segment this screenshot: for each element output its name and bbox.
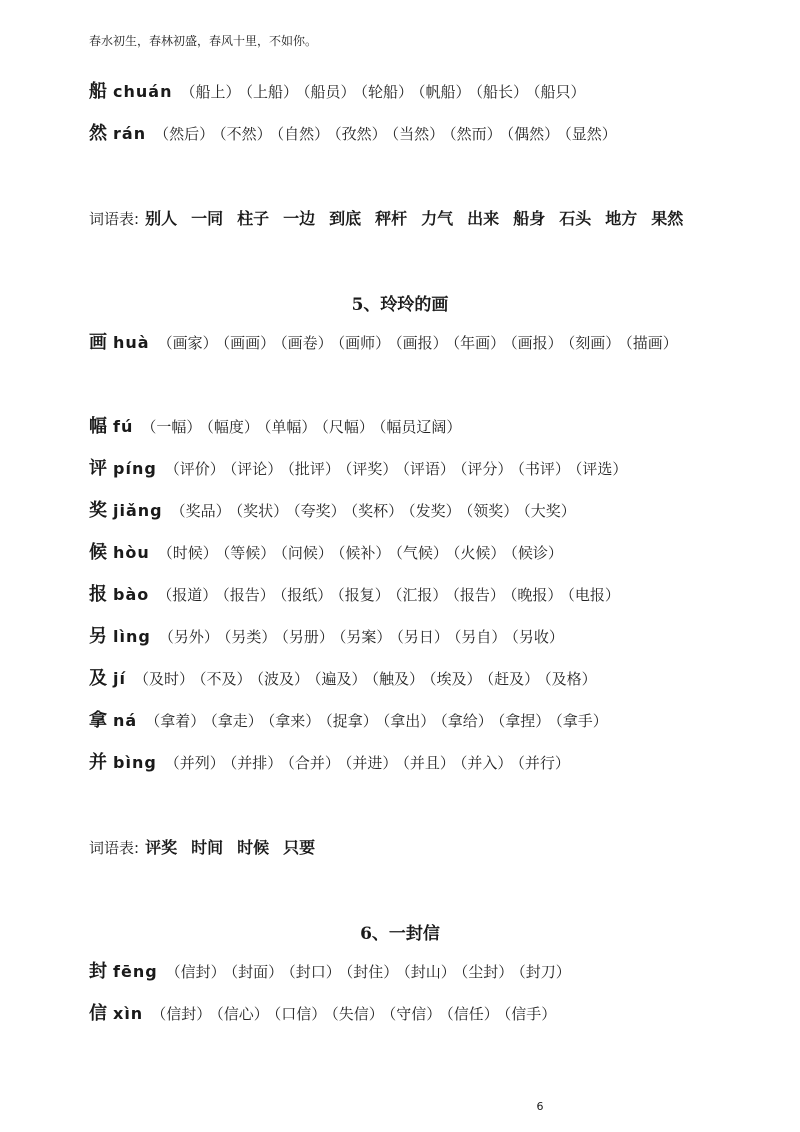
- entry-xin: [89, 1003, 561, 1025]
- word: （评分）: [459, 460, 513, 478]
- word: （评奖）: [344, 460, 398, 478]
- word: （电报）: [567, 586, 620, 604]
- word: （画卷）: [280, 334, 333, 352]
- word: （画师）: [337, 334, 391, 352]
- word: （画报）: [510, 334, 563, 352]
- vocab-word: 果然: [651, 209, 684, 228]
- entry-fu: [89, 416, 466, 438]
- entry-char: 信: [89, 1003, 107, 1024]
- vocab-word: 船身: [513, 209, 546, 228]
- word: （及时）: [133, 670, 194, 688]
- word: （封口）: [288, 963, 341, 981]
- entry-pinyin: lìng: [113, 627, 151, 646]
- word: （批评）: [287, 460, 340, 478]
- word: （奖品）: [170, 502, 231, 520]
- word: （奖杯）: [350, 502, 404, 520]
- entry-char: 评: [89, 458, 107, 479]
- word: （画报）: [395, 334, 448, 352]
- word: （报道）: [157, 586, 218, 604]
- word: （另类）: [223, 628, 277, 646]
- entry-char: 及: [89, 668, 107, 689]
- word: （一幅）: [141, 418, 202, 436]
- vocab-word: 秤杆: [375, 209, 408, 228]
- word: （帆船）: [418, 83, 471, 101]
- page-header: 春水初生，春林初盛，春风十里，不如你。: [89, 34, 318, 48]
- entry-ji: [89, 668, 602, 690]
- entry-char: 封: [89, 961, 107, 982]
- word: （赶及）: [486, 670, 540, 688]
- word: （并排）: [229, 754, 283, 772]
- word: （报复）: [337, 586, 390, 604]
- word: （报纸）: [279, 586, 333, 604]
- entry-pinyin: fú: [113, 417, 134, 436]
- word: （触及）: [371, 670, 425, 688]
- entry-ran: [89, 123, 622, 145]
- entry-bao: [89, 584, 625, 606]
- word: （不然）: [219, 125, 272, 143]
- page-number: 6: [536, 1100, 544, 1113]
- word: （上船）: [245, 83, 298, 101]
- vocab-label: 词语表:: [89, 839, 140, 857]
- word: （等候）: [222, 544, 276, 562]
- vocab-list-5: [89, 835, 329, 858]
- word: （信封）: [151, 1005, 212, 1023]
- word: （火候）: [452, 544, 506, 562]
- vocab-word: 出来: [467, 209, 500, 228]
- word: （失信）: [331, 1005, 384, 1023]
- entry-char: 然: [89, 123, 107, 144]
- word: （船长）: [475, 83, 529, 101]
- word: （夸奖）: [293, 502, 346, 520]
- entry-char: 候: [89, 542, 107, 563]
- vocab-word: 一边: [283, 209, 316, 228]
- word: （然后）: [154, 125, 215, 143]
- vocab-word: 柱子: [237, 209, 270, 228]
- section-title-6: 6、一封信: [360, 924, 440, 944]
- word: （另册）: [281, 628, 334, 646]
- word: （捉拿）: [325, 712, 378, 730]
- entry-pinyin: xìn: [113, 1004, 144, 1023]
- word: （评语）: [402, 460, 455, 478]
- word: （汇报）: [394, 586, 448, 604]
- word: （并且）: [402, 754, 455, 772]
- word: （幅度）: [206, 418, 259, 436]
- vocab-word: 评奖: [145, 838, 178, 857]
- entry-char: 奖: [89, 500, 107, 521]
- word: （孜然）: [334, 125, 387, 143]
- vocab-word: 时间: [191, 838, 224, 857]
- word: （并入）: [459, 754, 513, 772]
- vocab-label: 词语表:: [89, 210, 140, 228]
- word: （另案）: [338, 628, 392, 646]
- vocab-word: 时候: [237, 838, 270, 857]
- word: （信任）: [446, 1005, 499, 1023]
- vocab-word: 一同: [191, 209, 224, 228]
- word: （然而）: [449, 125, 502, 143]
- word: （拿给）: [440, 712, 493, 730]
- vocab-word: 别人: [145, 209, 178, 228]
- word: （显然）: [564, 125, 617, 143]
- word: （画家）: [157, 334, 218, 352]
- word: （封刀）: [518, 963, 571, 981]
- word: （自然）: [276, 125, 330, 143]
- vocab-word: 到底: [329, 209, 362, 228]
- word: （拿走）: [210, 712, 263, 730]
- vocab-list-4: [89, 206, 697, 229]
- word: （刻画）: [567, 334, 621, 352]
- entry-chuan: [89, 81, 591, 103]
- vocab-word: 石头: [559, 209, 592, 228]
- word: （单幅）: [263, 418, 317, 436]
- word: （另收）: [511, 628, 564, 646]
- vocab-word: 地方: [605, 209, 638, 228]
- word: （画画）: [222, 334, 276, 352]
- word: （当然）: [391, 125, 445, 143]
- word: （评选）: [574, 460, 628, 478]
- word: （另外）: [158, 628, 219, 646]
- entry-ling: [89, 626, 569, 648]
- word: （埃及）: [429, 670, 482, 688]
- vocab-word: 只要: [283, 838, 316, 857]
- word: （并进）: [344, 754, 398, 772]
- word: （领奖）: [465, 502, 519, 520]
- word: （信心）: [216, 1005, 269, 1023]
- word: （时候）: [157, 544, 218, 562]
- word: （拿手）: [555, 712, 608, 730]
- entry-char: 船: [89, 81, 107, 102]
- word: （封面）: [230, 963, 284, 981]
- vocab-word: 力气: [421, 209, 454, 228]
- word: （并列）: [164, 754, 225, 772]
- entry-pinyin: píng: [113, 459, 157, 478]
- word: （奖状）: [235, 502, 289, 520]
- word: （气候）: [395, 544, 448, 562]
- word: （船员）: [302, 83, 356, 101]
- word: （及格）: [544, 670, 597, 688]
- word: （尘封）: [460, 963, 514, 981]
- word: （拿着）: [145, 712, 206, 730]
- word: （报告）: [222, 586, 275, 604]
- entry-jiang: [89, 500, 581, 522]
- word: （大奖）: [523, 502, 576, 520]
- word: （晚报）: [509, 586, 563, 604]
- word: （拿来）: [267, 712, 321, 730]
- word: （候补）: [337, 544, 391, 562]
- word: （报告）: [452, 586, 505, 604]
- entry-pinyin: bìng: [113, 753, 157, 772]
- word: （拿捏）: [497, 712, 551, 730]
- entry-pinyin: chuán: [113, 82, 173, 101]
- word: （问候）: [280, 544, 333, 562]
- entry-char: 幅: [89, 416, 107, 437]
- entry-char: 报: [89, 584, 107, 605]
- word: （口信）: [273, 1005, 327, 1023]
- word: （并行）: [517, 754, 570, 772]
- word: （船上）: [180, 83, 241, 101]
- entry-pinyin: rán: [113, 124, 147, 143]
- entry-feng: [89, 961, 576, 983]
- word: （幅员辽阔）: [378, 418, 462, 436]
- word: （封山）: [403, 963, 456, 981]
- word: （另日）: [396, 628, 449, 646]
- entry-bing: [89, 752, 575, 774]
- word: （候诊）: [510, 544, 563, 562]
- entry-pinyin: jiǎng: [113, 501, 163, 520]
- entry-char: 另: [89, 626, 107, 647]
- entry-hou: [89, 542, 568, 564]
- word: （尺幅）: [321, 418, 374, 436]
- entry-pinyin: ná: [113, 711, 138, 730]
- word: （不及）: [198, 670, 252, 688]
- entry-ping: [89, 458, 632, 480]
- word: （信封）: [165, 963, 226, 981]
- entry-pinyin: fēng: [113, 962, 158, 981]
- word: （描画）: [625, 334, 678, 352]
- word: （封住）: [345, 963, 399, 981]
- word: （发奖）: [408, 502, 461, 520]
- word: （合并）: [287, 754, 340, 772]
- word: （守信）: [388, 1005, 442, 1023]
- entry-pinyin: bào: [113, 585, 150, 604]
- word: （拿出）: [382, 712, 436, 730]
- word: （年画）: [452, 334, 506, 352]
- word: （评论）: [229, 460, 283, 478]
- word: （信手）: [503, 1005, 557, 1023]
- entry-pinyin: jí: [113, 669, 126, 688]
- word: （评价）: [164, 460, 225, 478]
- entry-pinyin: huà: [113, 333, 150, 352]
- word: （轮船）: [360, 83, 414, 101]
- entry-char: 并: [89, 752, 107, 773]
- section-title-5: 5、玲玲的画: [351, 295, 449, 315]
- word: （遍及）: [314, 670, 367, 688]
- entry-pinyin: hòu: [113, 543, 150, 562]
- word: （另自）: [453, 628, 507, 646]
- word: （书评）: [517, 460, 570, 478]
- word: （偶然）: [506, 125, 560, 143]
- word: （船只）: [533, 83, 586, 101]
- entry-char: 拿: [89, 710, 107, 731]
- entry-char: 画: [89, 332, 107, 353]
- entry-na: [89, 710, 613, 732]
- word: （波及）: [256, 670, 310, 688]
- entry-hua: [89, 322, 719, 364]
